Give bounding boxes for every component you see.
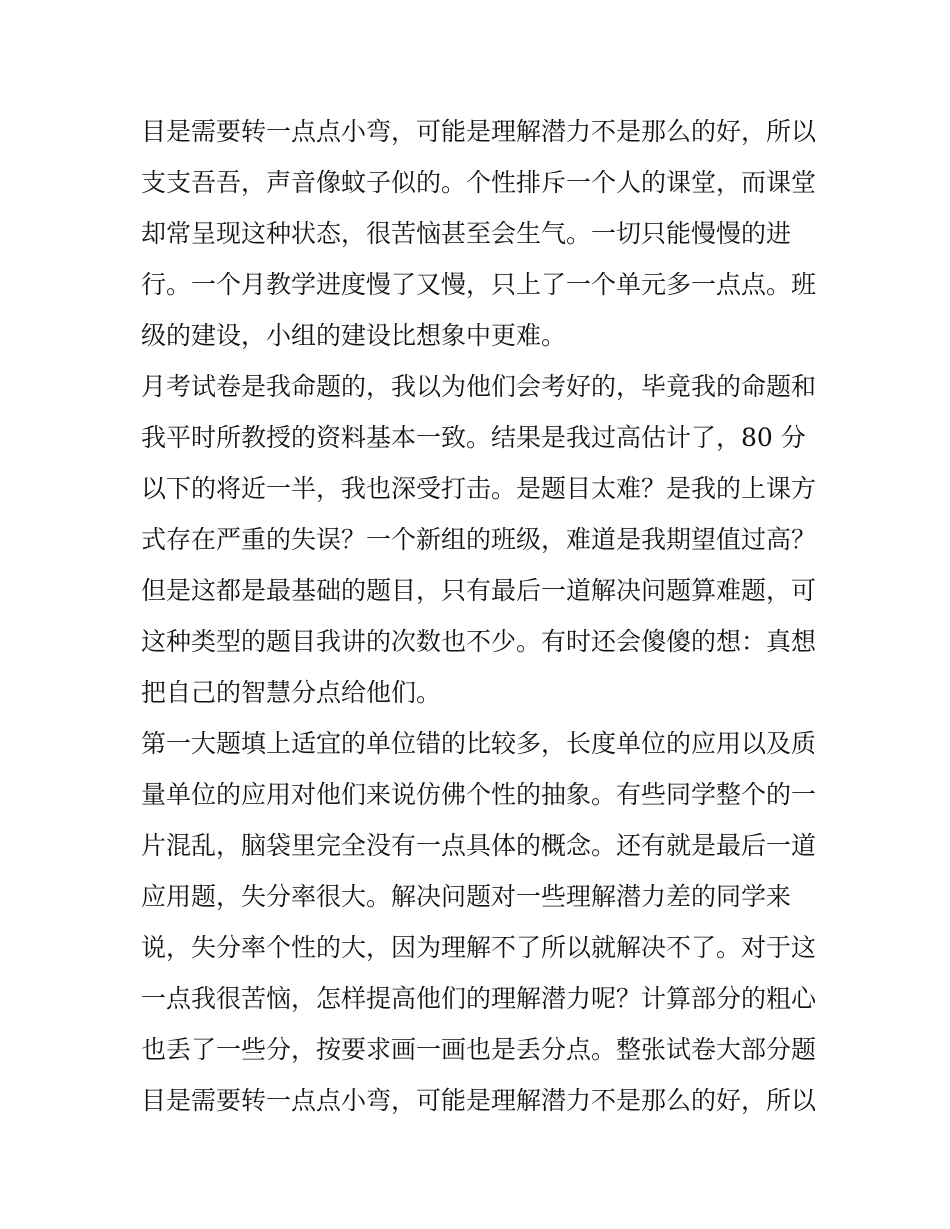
text-line-10: 但是这都是最基础的题目，只有最后一道解决问题算难题，可 bbox=[141, 576, 817, 605]
text-line-16: 应用题，失分率很大。解决问题对一些理解潜力差的同学来 bbox=[141, 882, 792, 911]
text-line-15: 片混乱，脑袋里完全没有一点具体的概念。还有就是最后一道 bbox=[141, 831, 817, 860]
text-line-14: 量单位的应用对他们来说仿佛个性的抽象。有些同学整个的一 bbox=[141, 780, 817, 809]
text-line-12: 把自己的智慧分点给他们。 bbox=[141, 678, 442, 707]
text-line-8: 以下的将近一半，我也深受打击。是题目太难？是我的上课方 bbox=[141, 474, 817, 503]
text-line-5: 级的建设，小组的建设比想象中更难。 bbox=[141, 321, 567, 350]
text-line-9: 式存在严重的失误？一个新组的班级，难道是我期望值过高？ bbox=[141, 525, 817, 554]
text-line-2: 支支吾吾，声音像蚊子似的。个性排斥一个人的课堂，而课堂 bbox=[141, 168, 817, 197]
text-line-1: 目是需要转一点点小弯，可能是理解潜力不是那么的好，所以 bbox=[141, 117, 817, 146]
document-body bbox=[141, 106, 821, 1126]
text-line-18: 一点我很苦恼，怎样提高他们的理解潜力呢？计算部分的粗心 bbox=[141, 984, 817, 1013]
text-line-17: 说，失分率个性的大，因为理解不了所以就解决不了。对于这 bbox=[141, 933, 817, 962]
text-line-6: 月考试卷是我命题的，我以为他们会考好的，毕竟我的命题和 bbox=[141, 372, 817, 401]
text-line-7: 我平时所教授的资料基本一致。结果是我过高估计了，80 分 bbox=[141, 423, 806, 452]
text-line-11: 这种类型的题目我讲的次数也不少。有时还会傻傻的想：真想 bbox=[141, 627, 817, 656]
text-line-4: 行。一个月教学进度慢了又慢，只上了一个单元多一点点。班 bbox=[141, 270, 817, 299]
text-line-19: 也丢了一些分，按要求画一画也是丢分点。整张试卷大部分题 bbox=[141, 1035, 817, 1064]
text-line-13: 第一大题填上适宜的单位错的比较多，长度单位的应用以及质 bbox=[141, 729, 817, 758]
text-line-20: 目是需要转一点点小弯，可能是理解潜力不是那么的好，所以 bbox=[141, 1086, 817, 1115]
text-line-3: 却常呈现这种状态，很苦恼甚至会生气。一切只能慢慢的进 bbox=[141, 219, 792, 248]
